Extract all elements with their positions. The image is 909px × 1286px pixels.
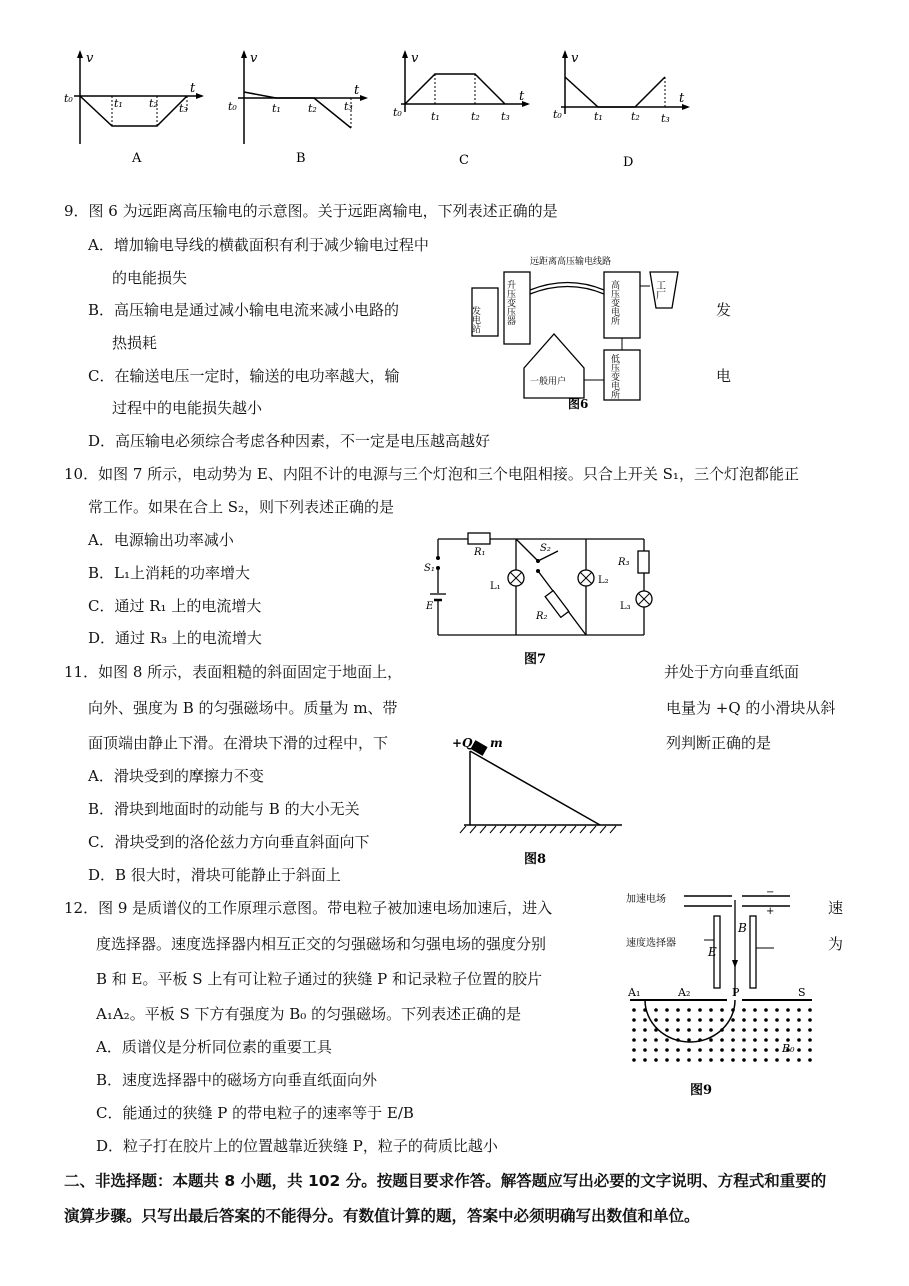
svg-text:B₀: B₀ (782, 1042, 795, 1055)
field-dot (797, 1028, 801, 1032)
field-dot (665, 1038, 669, 1042)
svg-text:m: m (490, 736, 503, 750)
svg-text:一般用户: 一般用户 (530, 377, 567, 387)
field-dot (665, 1048, 669, 1052)
field-dot (775, 1058, 779, 1062)
q10-stem-cont: 常工作。如果在合上 S₂，则下列表述正确的是 (88, 498, 395, 516)
svg-text:t₂: t₂ (149, 97, 158, 110)
svg-text:v: v (411, 51, 419, 66)
field-dot (643, 1018, 647, 1022)
field-dot (720, 1048, 724, 1052)
q11-option-d: D．B 很大时，滑块可能静止于斜面上 (88, 866, 341, 884)
q11-option-a: A．滑块受到的摩擦力不变 (88, 767, 264, 785)
field-dot (786, 1028, 790, 1032)
svg-text:t₃: t₃ (661, 112, 670, 125)
vt-graph-d (553, 52, 693, 172)
svg-text:+: + (766, 906, 775, 917)
section2-line1: 二、非选择题：本题共 8 小题，共 102 分。按题目要求作答。解答题应写出必要的文字说明、方程式和重要的 (64, 1172, 827, 1190)
svg-text:S: S (798, 986, 806, 999)
svg-text:A: A (132, 151, 142, 166)
field-dot (687, 1008, 691, 1012)
field-dot (808, 1008, 812, 1012)
field-dot (753, 1028, 757, 1032)
svg-text:R₂: R₂ (536, 611, 548, 622)
svg-text:+Q: +Q (452, 736, 473, 750)
q10-option-d: D．通过 R₃ 上的电流增大 (88, 629, 262, 647)
svg-text:t₃: t₃ (501, 110, 510, 123)
field-dot (808, 1018, 812, 1022)
field-dot (797, 1018, 801, 1022)
field-dot (764, 1038, 768, 1042)
q9-option-c-cont: 过程中的电能损失越小 (112, 399, 263, 417)
field-dot (720, 1018, 724, 1022)
field-dot (698, 1018, 702, 1022)
svg-text:v: v (571, 51, 579, 66)
field-dot (797, 1038, 801, 1042)
q12-stem-line1-tail: 速 (828, 899, 844, 917)
svg-text:D: D (623, 155, 634, 170)
field-dot (720, 1038, 724, 1042)
field-dot (797, 1008, 801, 1012)
svg-text:B: B (738, 921, 747, 935)
field-dot (698, 1038, 702, 1042)
field-dot (709, 1018, 713, 1022)
field-dot (753, 1048, 757, 1052)
field-dot (676, 1008, 680, 1012)
q11-stem-line3-tail: 列判断正确的是 (666, 734, 772, 752)
svg-text:C: C (459, 153, 469, 168)
svg-text:S₁: S₁ (424, 563, 435, 574)
field-dot (731, 1028, 735, 1032)
q11-stem-line1: 11．如图 8 所示，表面粗糙的斜面固定于地面上， (64, 663, 403, 681)
field-dot (775, 1008, 779, 1012)
field-dot (687, 1028, 691, 1032)
q11-stem-line1-tail: 并处于方向垂直纸面 (664, 663, 800, 681)
field-dot (775, 1028, 779, 1032)
field-dot (808, 1038, 812, 1042)
field-dot (797, 1058, 801, 1062)
field-dot (676, 1058, 680, 1062)
svg-text:E: E (708, 945, 717, 959)
field-dot (709, 1008, 713, 1012)
q12-option-b: B．速度选择器中的磁场方向垂直纸面向外 (96, 1071, 378, 1089)
figure-9-mass-spectrometer (622, 888, 822, 1098)
svg-text:t: t (190, 81, 196, 96)
field-dot (720, 1008, 724, 1012)
svg-text:P: P (732, 986, 740, 999)
q9-option-b: B．高压输电是通过减小输电电流来减小电路的 (88, 301, 400, 319)
svg-text:工厂: 工厂 (653, 280, 665, 300)
svg-text:t: t (679, 91, 685, 106)
q12-stem-line2: 度选择器。速度选择器内相互正交的匀强磁场和匀强电场的强度分别 (96, 935, 547, 953)
field-dot (786, 1058, 790, 1062)
field-dot (808, 1028, 812, 1032)
svg-text:A₁: A₁ (628, 986, 641, 999)
field-dot (786, 1018, 790, 1022)
q11-option-c: C．滑块受到的洛伦兹力方向垂直斜面向下 (88, 833, 370, 851)
svg-text:低压变电所: 低压变电所 (609, 354, 619, 399)
vt-graph-a (62, 51, 196, 172)
svg-text:v: v (86, 51, 94, 66)
field-dot (764, 1028, 768, 1032)
svg-text:t₀: t₀ (228, 100, 237, 113)
field-dot (654, 1008, 658, 1012)
figure-8-incline (452, 735, 632, 870)
field-dot (665, 1028, 669, 1032)
svg-text:t₂: t₂ (308, 102, 317, 115)
q12-option-d: D．粒子打在胶片上的位置越靠近狭缝 P，粒子的荷质比越小 (96, 1137, 498, 1155)
svg-text:远距离高压输电线路: 远距离高压输电线路 (530, 257, 612, 267)
field-dot (753, 1008, 757, 1012)
svg-text:t₁: t₁ (114, 97, 123, 110)
q9-option-a: A．增加输电导线的横截面积有利于减少输电过程中 (88, 236, 429, 254)
field-dot (698, 1028, 702, 1032)
svg-text:B: B (296, 151, 306, 166)
field-dot (742, 1048, 746, 1052)
field-dot (665, 1018, 669, 1022)
field-dot (687, 1058, 691, 1062)
field-dot (731, 1038, 735, 1042)
svg-text:t: t (519, 89, 525, 104)
q9-option-b-cont: 热损耗 (112, 334, 158, 352)
field-dot (654, 1018, 658, 1022)
q10-stem: 10．如图 7 所示，电动势为 E、内阻不计的电源与三个灯泡和三个电阻相接。只合上开关 S₁，三个灯泡都能正 (64, 465, 799, 483)
field-dot (643, 1028, 647, 1032)
q12-option-a: A．质谱仪是分析同位素的重要工具 (96, 1038, 332, 1056)
field-dot (709, 1038, 713, 1042)
svg-text:t₂: t₂ (631, 110, 640, 123)
field-dot (753, 1018, 757, 1022)
svg-text:A₂: A₂ (678, 986, 691, 999)
svg-text:t₀: t₀ (553, 108, 562, 121)
svg-text:v: v (250, 51, 258, 66)
field-dot (643, 1048, 647, 1052)
field-dot (654, 1048, 658, 1052)
field-dot (775, 1048, 779, 1052)
q9-option-d: D．高压输电必须综合考虑各种因素，不一定是电压越高越好 (88, 432, 491, 450)
field-dot (698, 1058, 702, 1062)
q9-option-c: C．在输送电压一定时，输送的电功率越大，输 (88, 367, 400, 385)
field-dot (632, 1018, 636, 1022)
field-dot (654, 1028, 658, 1032)
field-dot (654, 1038, 658, 1042)
field-dot (698, 1008, 702, 1012)
field-dot (676, 1038, 680, 1042)
svg-text:t₂: t₂ (471, 110, 480, 123)
q12-stem-line2-tail: 为 (828, 935, 844, 953)
figure-7-circuit (424, 527, 654, 667)
svg-text:L₃: L₃ (620, 601, 631, 612)
field-dot (709, 1028, 713, 1032)
q12-stem-line4: A₁A₂。平板 S 下方有强度为 B₀ 的匀强磁场。下列表述正确的是 (96, 1005, 522, 1023)
svg-text:加速电场: 加速电场 (626, 894, 666, 905)
svg-text:L₁: L₁ (490, 581, 501, 592)
field-dot (632, 1008, 636, 1012)
svg-text:升压变压器: 升压变压器 (505, 280, 515, 325)
field-dot (742, 1018, 746, 1022)
svg-text:速度选择器: 速度选择器 (626, 938, 676, 949)
svg-text:t₀: t₀ (64, 92, 73, 105)
field-dot (731, 1018, 735, 1022)
q9-option-a-cont: 的电能损失 (112, 269, 188, 287)
field-dot (687, 1048, 691, 1052)
field-dot (764, 1008, 768, 1012)
fig6-plant-label: 发电站 (470, 306, 480, 333)
svg-text:S₂: S₂ (540, 543, 551, 554)
q10-option-b: B．L₁上消耗的功率增大 (88, 564, 250, 582)
field-dot (764, 1058, 768, 1062)
field-dot (731, 1008, 735, 1012)
field-dot (786, 1008, 790, 1012)
figure-6-power-transmission (468, 250, 718, 410)
field-dot (632, 1028, 636, 1032)
q9-option-b-tail: 发 (716, 301, 732, 319)
field-dot (720, 1028, 724, 1032)
q10-option-a: A．电源输出功率减小 (88, 531, 234, 549)
vt-graph-c (393, 52, 533, 172)
field-dot (687, 1018, 691, 1022)
q11-option-b: B．滑块到地面时的动能与 B 的大小无关 (88, 800, 360, 818)
q11-stem-line3: 面顶端由静止下滑。在滑块下滑的过程中，下 (88, 734, 389, 752)
svg-text:图6: 图6 (568, 397, 589, 411)
field-dot (676, 1018, 680, 1022)
svg-text:图9: 图9 (690, 1083, 713, 1098)
field-dot (753, 1058, 757, 1062)
field-dot (654, 1058, 658, 1062)
field-dot (775, 1018, 779, 1022)
field-dot (808, 1058, 812, 1062)
svg-text:t₃: t₃ (179, 102, 188, 115)
field-dot (665, 1058, 669, 1062)
field-dot (731, 1048, 735, 1052)
svg-text:t₁: t₁ (272, 102, 281, 115)
field-dot (775, 1038, 779, 1042)
field-dot (643, 1008, 647, 1012)
field-dot (742, 1008, 746, 1012)
vt-graph-b (226, 51, 360, 172)
svg-text:t₁: t₁ (594, 110, 603, 123)
svg-text:图8: 图8 (524, 852, 547, 867)
field-dot (676, 1028, 680, 1032)
section2-line2: 演算步骤。只写出最后答案的不能得分。有数值计算的题，答案中必须明确写出数值和单位。 (64, 1207, 700, 1225)
q12-stem-line3: B 和 E。平板 S 上有可让粒子通过的狭缝 P 和记录粒子位置的胶片 (96, 970, 542, 988)
svg-text:t: t (354, 83, 360, 98)
q9-stem: 9．图 6 为远距离高压输电的示意图。关于远距离输电，下列表述正确的是 (64, 202, 558, 220)
q12-option-c: C．能通过的狭缝 P 的带电粒子的速率等于 E/B (96, 1104, 414, 1122)
field-dot (687, 1038, 691, 1042)
svg-text:R₃: R₃ (618, 557, 630, 568)
field-dot (643, 1038, 647, 1042)
svg-text:t₃: t₃ (344, 100, 353, 113)
field-dot (643, 1058, 647, 1062)
svg-text:图7: 图7 (524, 652, 547, 667)
svg-text:R₁: R₁ (474, 547, 486, 558)
svg-text:t₁: t₁ (431, 110, 440, 123)
field-dot (698, 1048, 702, 1052)
field-dot (764, 1018, 768, 1022)
field-dot (632, 1038, 636, 1042)
field-dot (742, 1028, 746, 1032)
q9-option-c-tail: 电 (716, 367, 732, 385)
svg-text:−: − (766, 887, 775, 898)
svg-text:t₀: t₀ (393, 106, 402, 119)
svg-text:E: E (426, 601, 434, 612)
field-dot (709, 1048, 713, 1052)
field-dot (676, 1048, 680, 1052)
field-dot (764, 1048, 768, 1052)
field-dot (665, 1008, 669, 1012)
field-dot (709, 1058, 713, 1062)
field-dot (720, 1058, 724, 1062)
svg-text:高压变电所: 高压变电所 (609, 280, 619, 325)
field-dot (731, 1058, 735, 1062)
field-dot (797, 1048, 801, 1052)
field-dot (632, 1058, 636, 1062)
field-dot (632, 1048, 636, 1052)
q10-option-c: C．通过 R₁ 上的电流增大 (88, 597, 262, 615)
q12-stem-line1: 12．图 9 是质谱仪的工作原理示意图。带电粒子被加速电场加速后，进入 (64, 899, 553, 917)
field-dot (742, 1038, 746, 1042)
svg-text:L₂: L₂ (598, 575, 609, 586)
field-dot (742, 1058, 746, 1062)
q11-stem-line2-tail: 电量为 +Q 的小滑块从斜 (666, 699, 836, 717)
field-dot (753, 1038, 757, 1042)
field-dot (808, 1048, 812, 1052)
q11-stem-line2: 向外、强度为 B 的匀强磁场中。质量为 m、带 (88, 699, 398, 717)
